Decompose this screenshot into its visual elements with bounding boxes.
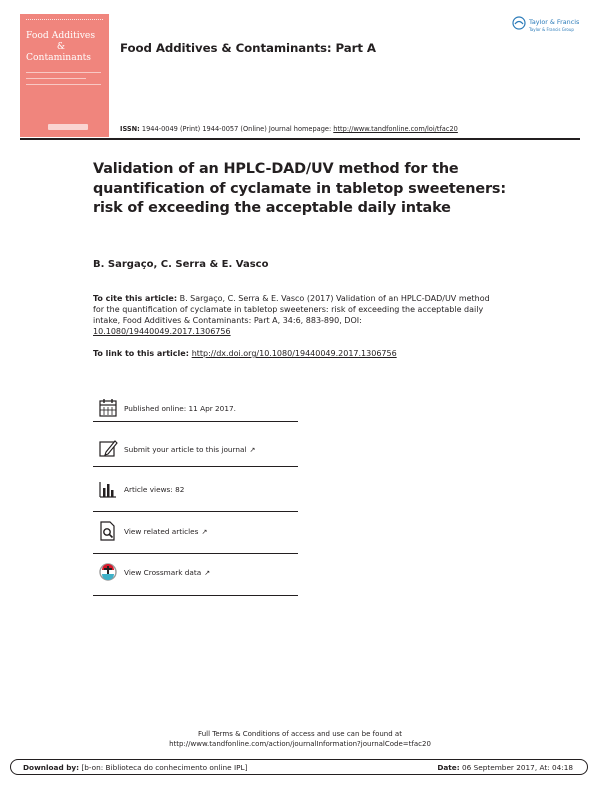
- journal-cover-image: [20, 14, 109, 137]
- cover-publisher-mark: [48, 124, 88, 130]
- link-label: To link to this article:: [93, 349, 192, 358]
- cover-text-line: [26, 72, 101, 73]
- cover-title-amp: &: [56, 41, 66, 52]
- terms-url[interactable]: http://www.tandfonline.com/action/journalInformation?journalCode=tfac20: [169, 740, 431, 748]
- related-articles-link[interactable]: [124, 527, 207, 536]
- citation-text: B. Sargaço, C. Serra & E. Vasco (2017) Validation of an HPLC-DAD/UV method for the quantification of cyclamate in tabletop sweeteners: risk of exceeding the acceptable daily intake, Food Additives & Contaminants: Part A, 34:6, 883-890, DOI:: [93, 294, 490, 325]
- terms-note: [0, 729, 600, 749]
- header-divider: [20, 138, 580, 140]
- cover-title: [26, 30, 106, 63]
- calendar-icon: [98, 397, 118, 419]
- download-date-value: 06 September 2017, At: 04:18: [459, 763, 573, 772]
- journal-name: Food Additives & Contaminants: Part A: [120, 41, 376, 55]
- info-divider: [93, 466, 298, 467]
- article-title: Validation of an HPLC-DAD/UV method for the quantification of cyclamate in tabletop sweeteners: risk of exceeding the acceptable daily intake: [93, 161, 506, 216]
- publisher-tagline: Taylor & Francis Group: [529, 27, 574, 32]
- publisher-logo: [512, 16, 584, 36]
- submit-article-label[interactable]: Submit your article to this journal: [124, 445, 247, 454]
- document-search-icon: [98, 520, 118, 542]
- cover-title-line1: Food Additives: [26, 30, 96, 41]
- issn-label: ISSN:: [120, 125, 140, 133]
- bar-chart-icon: [98, 478, 118, 500]
- info-divider: [93, 511, 298, 512]
- publisher-logo-icon: [512, 16, 526, 30]
- published-online-text: Published online: 11 Apr 2017.: [124, 404, 236, 413]
- terms-line: Full Terms & Conditions of access and use can be found at: [198, 730, 402, 738]
- downloaded-by-label: Download by:: [23, 763, 80, 772]
- crossmark-link[interactable]: [124, 568, 210, 577]
- cover-text-line: [26, 84, 101, 85]
- external-link-icon: ↗: [249, 446, 256, 454]
- info-divider: [93, 553, 298, 554]
- external-link-icon: ↗: [204, 569, 211, 577]
- citation-label: To cite this article:: [93, 294, 178, 303]
- download-info-bar: [10, 759, 588, 775]
- download-date-label: Date:: [437, 763, 460, 772]
- crossmark-icon: [98, 561, 118, 583]
- download-date: [437, 763, 573, 772]
- info-divider: [93, 421, 298, 422]
- downloaded-by-value: [b-on: Biblioteca do conhecimento online IPL]: [79, 763, 248, 772]
- external-link-icon: ↗: [201, 528, 208, 536]
- submit-article-link[interactable]: [124, 445, 255, 454]
- article-link-line: [93, 349, 397, 358]
- article-authors: B. Sargaço, C. Serra & E. Vasco: [93, 259, 269, 270]
- edit-pencil-icon: [98, 438, 118, 460]
- info-divider: [93, 595, 298, 596]
- article-doi-url[interactable]: http://dx.doi.org/10.1080/19440049.2017.1306756: [191, 349, 397, 358]
- cover-text-line: [26, 78, 86, 79]
- citation-block: [93, 293, 493, 337]
- publisher-name: Taylor & Francis: [529, 18, 580, 26]
- related-articles-label[interactable]: View related articles: [124, 527, 199, 536]
- article-views-text: Article views: 82: [124, 485, 185, 494]
- issn-text: 1944-0049 (Print) 1944-0057 (Online) Journal homepage:: [139, 125, 334, 133]
- journal-homepage-link[interactable]: http://www.tandfonline.com/loi/tfac20: [333, 125, 458, 133]
- citation-doi-link[interactable]: 10.1080/19440049.2017.1306756: [93, 327, 231, 336]
- issn-line: [120, 125, 458, 133]
- crossmark-label[interactable]: View Crossmark data: [124, 568, 202, 577]
- cover-top-rule: [26, 19, 103, 22]
- cover-title-line2: Contaminants: [26, 52, 92, 63]
- downloaded-by: [23, 763, 247, 772]
